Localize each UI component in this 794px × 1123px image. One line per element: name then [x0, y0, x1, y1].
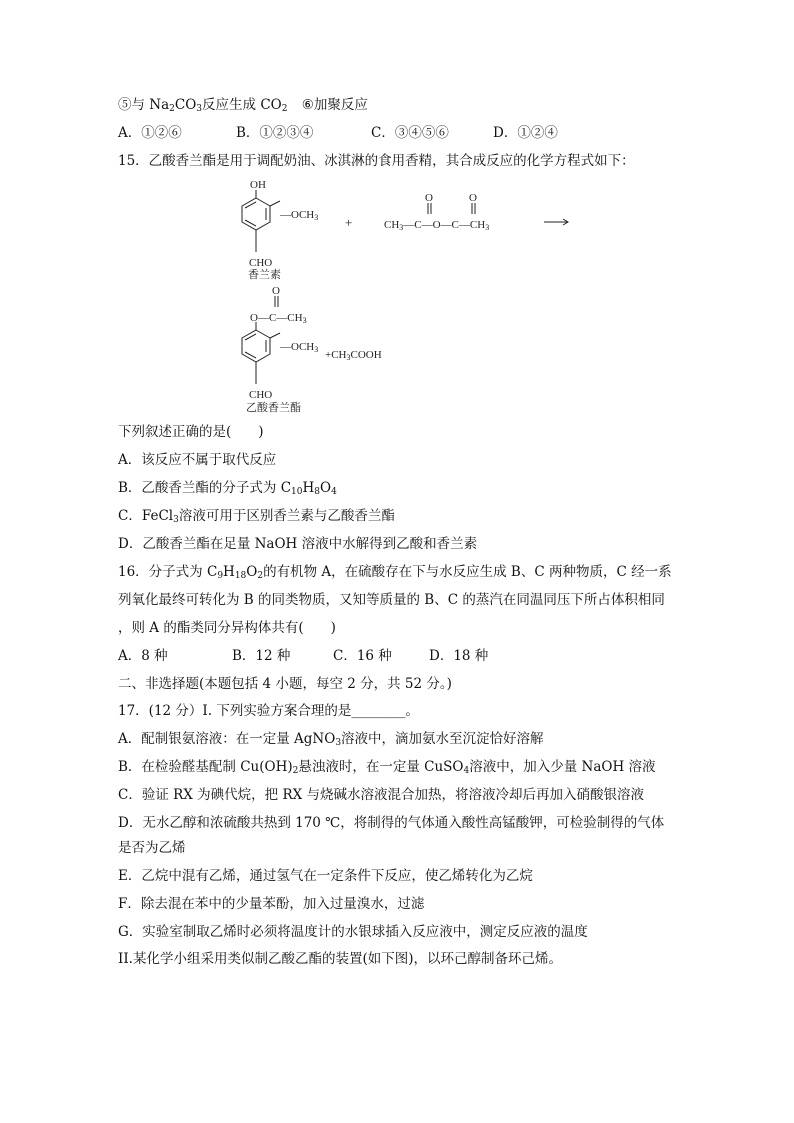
- q17-part-ii: II.某化学小组采用类似制乙酸乙酯的装置(如下图)，以环己醇制备环己烯。: [118, 951, 562, 967]
- q17-option-d-line-2: 是否为乙烯: [118, 840, 186, 856]
- vanillin-och3: —OCH3: [280, 209, 319, 222]
- question-15-prompt: 下列叙述正确的是( ): [118, 424, 264, 440]
- vanillin-name: 香兰素: [248, 269, 281, 281]
- q17-option-b: B．在检验醛基配制 $Cu(OH)_2$悬浊液时，在一定量 CuSO$_4$溶液中，加入少量 NaOH 溶液: [118, 759, 656, 776]
- option-b: B．①②③④: [236, 125, 314, 141]
- option-d: D．18 种: [429, 648, 489, 664]
- vanillin-structure: [242, 190, 280, 252]
- question-17-stem: 17．(12 分）I. 下列实验方案合理的是________。: [118, 703, 419, 719]
- q15-option-b: B．乙酸香兰酯的分子式为 $C_{10}H_8O_4$: [118, 480, 337, 497]
- anhydride-o-left: O: [425, 192, 433, 204]
- q15-option-a: A．该反应不属于取代反应: [118, 452, 277, 468]
- option-c: C．16 种: [333, 648, 392, 664]
- q15-option-d: D．乙酸香兰酯在足量 NaOH 溶液中水解得到乙酸和香兰素: [118, 536, 478, 552]
- q17-option-g: G．实验室制取乙烯时必须将温度计的水银球插入反应液中，测定反应液的温度: [118, 924, 588, 940]
- q17-option-d-line-1: D．无水乙醇和浓硫酸共热到 170 ℃，将制得的气体通入酸性高锰酸钾，可检验制得的气体: [118, 815, 665, 831]
- q17-option-e: E．乙烷中混有乙烯，通过氢气在一定条件下反应，使乙烯转化为乙烷: [118, 868, 533, 884]
- vanillyl-acetate-structure: [242, 296, 280, 384]
- ester-carbonyl-o: O: [272, 285, 280, 297]
- acetic-anhydride-bonds: [428, 203, 475, 214]
- option-d: D．①②④: [493, 125, 558, 141]
- vanillin-oh: OH: [250, 179, 266, 191]
- option-b: B．12 种: [232, 648, 291, 664]
- question-15-stem: 15．乙酸香兰酯是用于调配奶油、冰淇淋的食用香精，其合成反应的化学方程式如下：: [118, 153, 635, 169]
- section-heading: 二、非选择题(本题包括 4 小题，每空 2 分，共 52 分。): [118, 676, 452, 692]
- question-16-line-3: ，则 A 的酯类同分异构体共有( ): [118, 620, 336, 636]
- q17-option-a: A．配制银氨溶液：在一定量 AgNO$_3$溶液中，滴加氨水至沉淀恰好溶解: [118, 731, 544, 748]
- product-name: 乙酸香兰酯: [246, 402, 301, 414]
- ester-group: O—C—CH3: [250, 312, 307, 325]
- product-och3: —OCH3: [280, 341, 319, 354]
- option-a: A．8 种: [118, 648, 168, 664]
- question-16-line-1: 16．分子式为 $C_9H_{18}O_2$的有机物 A，在硫酸存在下与水反应生成 B、C 两种物质，C 经一系: [118, 564, 672, 581]
- q17-option-c: C．验证 RX 为碘代烷，把 RX 与烧碱水溶液混合加热，将溶液冷却后再加入硝酸银溶液: [118, 787, 645, 803]
- q17-option-f: F．除去混在苯中的少量苯酚，加入过量溴水，过滤: [118, 896, 425, 912]
- q15-option-c: C．FeCl$_3$溶液可用于区别香兰素与乙酸香兰酯: [118, 508, 395, 525]
- anhydride-o-right: O: [469, 192, 477, 204]
- product-cho: CHO: [249, 389, 273, 401]
- vanillin-cho: CHO: [249, 257, 273, 269]
- plus-sign: +: [345, 215, 353, 230]
- q16-options: [118, 647, 488, 665]
- acetic-acid: +CH3COOH: [325, 349, 382, 362]
- acetic-anhydride: CH3—C—O—C—CH3: [384, 219, 490, 232]
- option-a: A．①②⑥: [118, 125, 182, 141]
- question-16-line-2: 列氧化最终可转化为 B 的同类物质，又知等质量的 B、C 的蒸汽在同温同压下所占体积相同: [118, 592, 665, 608]
- item-5-6-line: ⑤与 $Na_2CO_3$反应生成 $CO_2$ ⑥加聚反应: [118, 97, 368, 114]
- option-c: C．③④⑤⑥: [371, 125, 449, 141]
